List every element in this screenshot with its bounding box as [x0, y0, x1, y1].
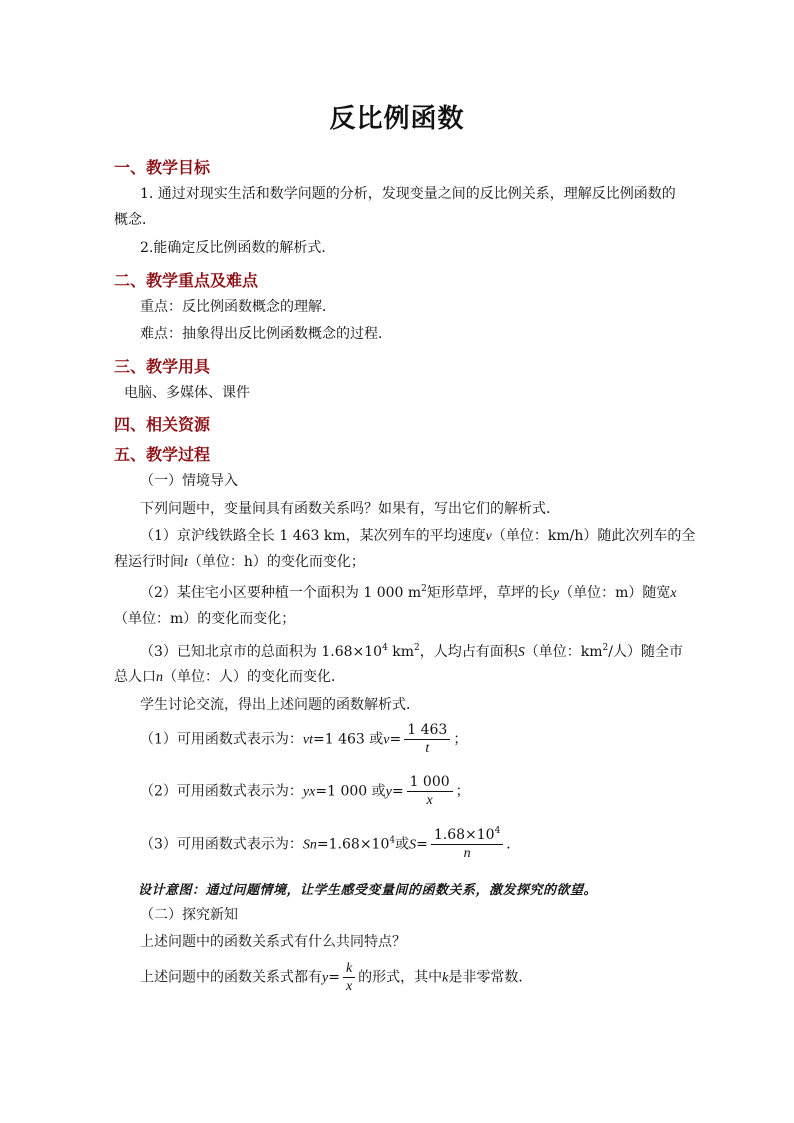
objective-1-line-2: 概念．: [114, 212, 156, 228]
page-title: 反比例函数: [329, 104, 465, 134]
answer-2: （2）可用函数式表示为：yx=1 000 或y= $\frac{1 000}{x}$ ；: [140, 774, 470, 808]
section-heading-process: 五、教学过程: [114, 445, 211, 464]
intro-question: 下列问题中，变量间具有函数关系吗？如果有，写出它们的解析式．: [140, 501, 560, 517]
question-1-line-2: 程运行时间t（单位：h）的变化而变化；: [114, 554, 365, 570]
difficult-point: 难点：抽象得出反比例函数概念的过程．: [140, 326, 392, 342]
answer-3: （3）可用函数式表示为：$Sn=1.68\times 10^4$或S= $\frac{1.68\times 10^4}{n}$ ．: [140, 826, 521, 861]
fraction-3: $\frac{1.68\times 10^4}{n}$: [431, 827, 503, 862]
section-heading-tools: 三、教学用具: [114, 357, 211, 376]
fraction-2: $\frac{1 000}{x}$: [407, 774, 453, 809]
common-feature-answer: 上述问题中的函数关系式都有y= $\frac{k}{x}$ 的形式，其中k是非零常数．: [140, 961, 533, 994]
section-heading-key-points: 二、教学重点及难点: [114, 271, 259, 290]
section-heading-resources: 四、相关资源: [114, 415, 211, 434]
fraction-k-over-x: $\frac{k}{x}$: [343, 960, 355, 995]
section-heading-objectives: 一、教学目标: [114, 158, 211, 177]
question-3-line-1: （3）已知北京市的总面积为 $1.68\times 10^4$ $km^2$，人均占有面积S（单位：$km^2/$人）随全市: [140, 643, 683, 660]
fraction-1: $\frac{1 463}{t}$: [404, 722, 450, 757]
objective-2: 2.能确定反比例函数的解析式．: [140, 240, 336, 256]
tools-list: 电脑、多媒体、课件: [124, 385, 250, 401]
question-3-line-2: 总人口n（单位：人）的变化而变化．: [114, 669, 345, 685]
part-2-heading: （二）探究新知: [140, 907, 238, 923]
key-point: 重点：反比例函数概念的理解．: [140, 299, 336, 315]
discussion-text: 学生讨论交流，得出上述问题的函数解析式．: [140, 697, 420, 713]
question-2-line-1: （2）某住宅小区要种植一个面积为 1 000 $m^2$矩形草坪，草坪的长y（单位：m）随宽x: [140, 584, 677, 601]
part-1-heading: （一）情境导入: [140, 473, 238, 489]
question-1-line-1: （1）京沪线铁路全长 1 463 km，某次列车的平均速度v（单位：km/h）随此次列车的全: [140, 528, 696, 544]
objective-1-line-1: 1. 通过对现实生活和数学问题的分析，发现变量之间的反比例关系，理解反比例函数的: [140, 186, 676, 202]
question-2-line-2: （单位：m）的变化而变化；: [114, 611, 296, 627]
design-intent-note: 设计意图：通过问题情境，让学生感受变量间的函数关系，激发探究的欲望。: [138, 883, 598, 898]
common-feature-question: 上述问题中的函数关系式有什么共同特点？: [140, 934, 406, 950]
answer-1: （1）可用函数式表示为：vt=1 463 或v= $\frac{1 463}{t}$ ；: [140, 722, 468, 756]
